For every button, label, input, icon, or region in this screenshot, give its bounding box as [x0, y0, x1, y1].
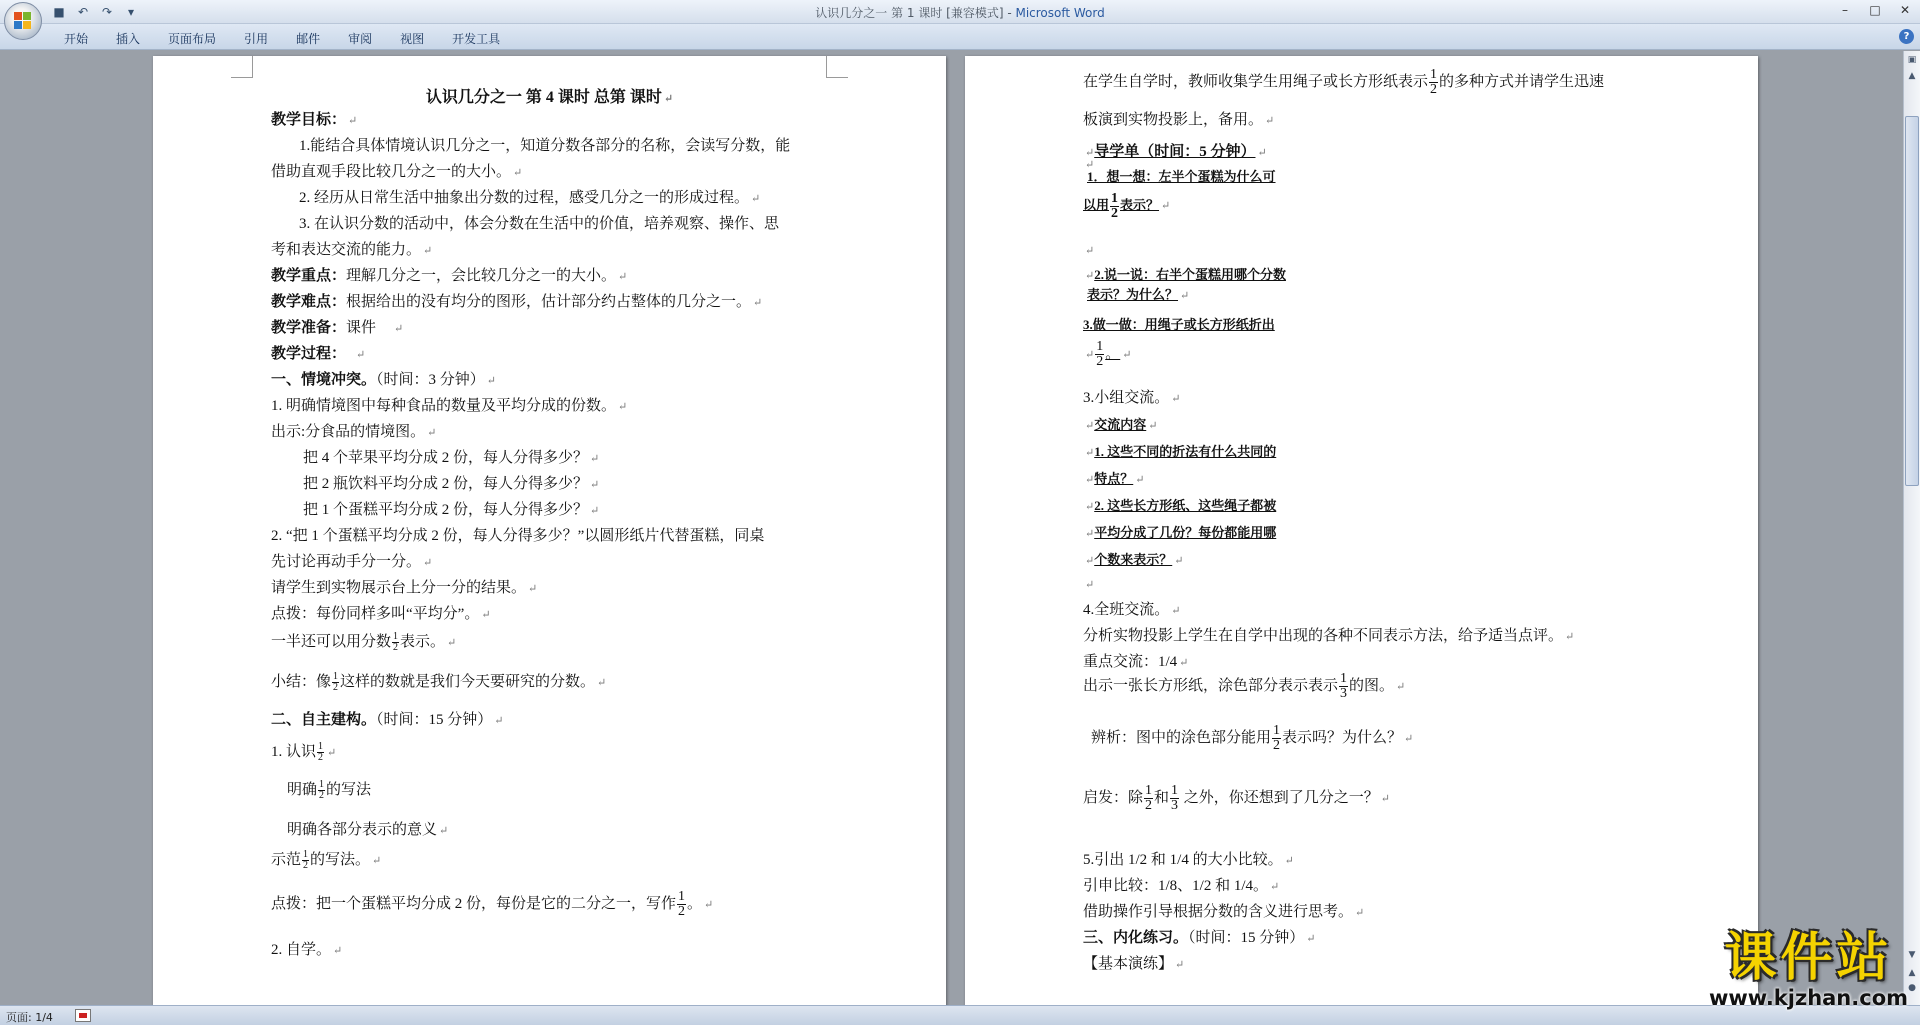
paragraph: 4.全班交流。 [1083, 602, 1170, 618]
fraction: $\frac{1}{2}$ [1430, 67, 1438, 97]
paragraph: 的多种方式并请学生迅速 [1439, 73, 1605, 90]
scroll-thumb[interactable] [1905, 116, 1919, 486]
office-button[interactable] [4, 2, 42, 40]
tab-view[interactable]: 视图 [400, 32, 425, 46]
paragraph: 2. 自学。 [271, 942, 332, 958]
exchange-item: 特点？ [1094, 471, 1134, 486]
exchange-item: 1. 这些不同的折法有什么共同的 [1094, 444, 1277, 459]
tab-insert[interactable]: 插入 [116, 32, 141, 46]
paragraph: 把 2 瓶饮料平均分成 2 份，每人分得多少？ [303, 476, 589, 492]
scroll-down-icon[interactable]: ▼ [1908, 950, 1916, 960]
watermark-logo [1709, 929, 1908, 1009]
title-bar [0, 0, 1920, 24]
fraction: $\frac{1}{2}$ [303, 849, 309, 872]
ribbon [0, 24, 1920, 50]
heading: 教学过程： [271, 346, 347, 362]
paragraph: 的写法 [326, 782, 372, 798]
paragraph: 2. “把 1 个蛋糕平均分成 2 份，每人分得多少？”以圆形纸片代替蛋糕，同桌 [271, 528, 765, 544]
paragraph: 示范 [271, 852, 302, 868]
fraction: $\frac{1}{2}$ [678, 889, 686, 919]
fraction: $\frac{1}{2}$ [1111, 191, 1119, 221]
paragraph: 引申比较：1/8、1/2 和 1/4。 [1083, 878, 1269, 894]
window-title-app: Microsoft Word [1015, 6, 1105, 20]
tab-page-layout[interactable]: 页面布局 [168, 32, 217, 46]
guide-question: 表示？为什么？ [1087, 287, 1179, 302]
guide-question: 3.做一做：用绳子或长方形纸折出 [1083, 317, 1275, 332]
page-1-text[interactable]: 认识几分之一 第 4 课时 总第 课时 ↵ 教学目标： ↵ 1.能结合具体情境认识几分之一，知道分数各部分的名称，会读写分数，能 借助直观手段比较几分之一的大小。 ↵ 2. 经历从日常生活中抽象出分数的过程，感受几分之一的形成过程。 ↵ 3. 在认识分数的活动中，体会分数在生活中的价值，培养观察、操作、思 考和表达交流的能力。 ↵ 教学重点：理解几分之一，会比较几分之一的大小。 ↵ 教学难点：根据给出的没有均分的图形，估计部分约占整体的几分之一。 ↵ 教学准备：课件 ↵ 教学过程： ↵ 一、情境冲突。（时间：3 分钟） ↵ 1. 明确情境图中每种食品的数量及平均分成的份数。 ↵ 出示:分食品的情境图。 ↵ 把 4 个苹果平均分成 2 份，每人分得多少？ ↵ 把 2 瓶饮料平均分成 2 份，每人分得多少？ ↵ 把 1 个蛋糕平均分成 2 份，每人分得多少？ ↵ 2. “把 1 个蛋糕平均分成 2 份，每人分得多少？”以圆形纸片代替蛋糕，同桌 先讨论再动手分一分。 ↵ 请学生到实物展示台上分一分的结果。 ↵ 点拨：每份同样多叫“平均分”。 ↵ 一半还可以用分数 $\frac{1}{2}$ 表示。 ↵ 小结：像 $\frac{1}{2}$ 这样的数就是我们今天要研究的分数。 ↵ 二、自主建构。（时间：15 分钟） ↵ 1. 认识 $\frac{1}{2}$ ↵ 明确 $\frac{1}{2}$ 的写法 明确各部分表示的意义 ↵ 示范 $\frac{1}{2}$ 的写法。 ↵ 点拨：把一个蛋糕平均分成 2 份，每份是它的二分之一，写作 $\frac{1}{2}$ 。 ↵ 2. 自学。 ↵ [153, 56, 946, 1005]
save-icon[interactable]: ■ [53, 5, 65, 19]
fraction: $\frac{1}{2}$ [393, 631, 399, 654]
paragraph: 3. 在认识分数的活动中，体会分数在生活中的价值，培养观察、操作、思 [299, 216, 780, 232]
paragraph: 明确各部分表示的意义 [287, 822, 438, 838]
fraction: $\frac{1}{2}$ [1145, 783, 1153, 813]
window-title-document: 认识几分之一 第 1 课时 [兼容模式] - [815, 6, 1016, 20]
maximize-icon[interactable]: □ [1869, 3, 1881, 17]
paragraph: 点拨：每份同样多叫“平均分”。 [271, 606, 480, 622]
help-icon[interactable]: ? [1899, 29, 1914, 44]
paragraph: 辨析：图中的涂色部分能用 [1091, 729, 1272, 746]
paragraph: 明确 [287, 782, 318, 798]
window-title [0, 4, 1920, 21]
heading: 教学难点： [271, 294, 347, 310]
paragraph: 2. 经历从日常生活中抽象出分数的过程，感受几分之一的形成过程。 [299, 190, 750, 206]
section-heading: 二、自主建构。 [271, 712, 377, 728]
section-heading: 三、内化练习。 [1083, 930, 1189, 946]
heading: 教学重点： [271, 268, 347, 284]
guide-question: 1．想一想：左半个蛋糕为什么可 [1087, 169, 1276, 184]
heading: 教学目标： [271, 112, 347, 128]
paragraph: 借助直观手段比较几分之一的大小。 [271, 164, 512, 180]
guide-question: 表示？ [1120, 197, 1160, 213]
fraction: $\frac{1}{3}$ [1171, 783, 1179, 813]
customize-toolbar-icon[interactable]: ▾ [127, 5, 135, 19]
spelling-check-icon[interactable] [75, 1009, 91, 1022]
paragraph: 出示一张长方形纸，涂色部分表示表示 [1083, 677, 1339, 694]
ribbon-tabs [50, 28, 514, 49]
paragraph: 的图。 [1349, 677, 1395, 694]
paragraph: 点拨：把一个蛋糕平均分成 2 份，每份是它的二分之一，写作 [271, 895, 677, 912]
paragraph: 出示:分食品的情境图。 [271, 424, 426, 440]
paragraph: 的写法。 [310, 852, 371, 868]
close-icon[interactable]: ✕ [1899, 3, 1911, 17]
heading: 教学准备： [271, 320, 347, 336]
paragraph: 请学生到实物展示台上分一分的结果。 [271, 580, 527, 596]
fraction: $\frac{1}{2}$ [1096, 339, 1104, 369]
section-time: （时间：15 分钟） [376, 712, 493, 728]
fraction: $\frac{1}{2}$ [318, 741, 324, 764]
paragraph: 。 [687, 895, 703, 912]
watermark-title: 课件站 [1724, 928, 1893, 988]
tab-references[interactable]: 引用 [244, 32, 269, 46]
document-page-1 [153, 56, 946, 1005]
paragraph: 根据给出的没有均分的图形，估计部分约占整体的几分之一。 [346, 294, 752, 310]
browse-object-icon[interactable]: ● [1908, 983, 1916, 993]
exchange-item: 平均分成了几份？每份都能用哪 [1094, 525, 1277, 540]
paragraph: 5.引出 1/2 和 1/4 的大小比较。 [1083, 852, 1283, 868]
paragraph: 重点交流：1/4 [1083, 654, 1178, 670]
exchange-item: 个数来表示？ [1094, 552, 1173, 567]
paragraph: 表示吗？为什么？ [1282, 729, 1403, 746]
paragraph: 一半还可以用分数 [271, 634, 392, 650]
fraction: $\frac{1}{2}$ [1273, 723, 1281, 753]
paragraph: 1.能结合具体情境认识几分之一，知道分数各部分的名称，会读写分数，能 [299, 138, 791, 154]
document-workspace [0, 51, 1903, 1005]
page-2-text[interactable]: 在学生自学时，教师收集学生用绳子或长方形纸表示 $\frac{1}{2}$ 的多种方式并请学生迅速 板演到实物投影上，备用。 ↵ ↵导学单（时间：5 分钟） ↵ ↵ 1．想一想：左半个蛋糕为什么可 以用 $\frac{1}{2}$ 表示？ ↵ ↵ ↵2.说一说：右半个蛋糕用哪个分数 表示？为什么？ ↵ 3.做一做：用绳子或长方形纸折出 ↵ $\frac{1}{2}$ 。 ↵ 3.小组交流。 ↵ ↵交流内容 ↵ ↵1. 这些不同的折法有什么共同的 ↵特点？ ↵ ↵2. 这些长方形纸、这些绳子都被 ↵平均分成了几份？每份都能用哪 ↵个数来表示？ ↵ ↵ 4.全班交流。 ↵ 分析实物投影上学生在自学中出现的各种不同表示方法，给予适当点评。 ↵ 重点交流：1/4 ↵ 出示一张长方形纸，涂色部分表示表示 $\frac{1}{3}$ 的图。 ↵ 辨析：图中的涂色部分能用 $\frac{1}{2}$ 表示吗？为什么？ ↵ 启发：除 $\frac{1}{2}$ 和 $\frac{1}{3}$ 之外，你还想到了几分之一？ ↵ 5.引出 1/2 和 1/4 的大小比较。 ↵ 引申比较：1/8、1/2 和 1/4。 ↵ 借助操作引导根据分数的含义进行思考。 ↵ 三、内化练习。（时间：15 分钟） ↵ 【基本演练】 ↵ [1083, 67, 1605, 972]
fraction: $\frac{1}{3}$ [1340, 671, 1348, 701]
paragraph: 1. 认识 [271, 744, 317, 760]
window-controls [1830, 0, 1920, 20]
undo-icon[interactable]: ↶ [77, 5, 89, 19]
paragraph: 之外，你还想到了几分之一？ [1180, 789, 1379, 806]
paragraph: 借助操作引导根据分数的含义进行思考。 [1083, 904, 1354, 920]
office-logo-icon [14, 12, 32, 30]
guide-question: 2.说一说：右半个蛋糕用哪个分数 [1094, 267, 1286, 282]
redo-icon[interactable]: ↷ [101, 5, 113, 19]
guide-heading: 导学单（时间：5 分钟） [1094, 144, 1256, 160]
paragraph: 把 1 个蛋糕平均分成 2 份，每人分得多少？ [303, 502, 589, 518]
exchange-heading: 交流内容 [1094, 417, 1147, 432]
paragraph: 在学生自学时，教师收集学生用绳子或长方形纸表示 [1083, 73, 1429, 90]
tab-developer[interactable]: 开发工具 [452, 32, 501, 46]
paragraph: 3.小组交流。 [1083, 390, 1170, 406]
paragraph: 。 [1105, 345, 1121, 362]
page-title: 认识几分之一 第 4 课时 总第 课时 ↵ [425, 89, 674, 106]
exchange-item: 2. 这些长方形纸、这些绳子都被 [1094, 498, 1277, 513]
watermark-url: www.kjzhan.com [1708, 986, 1908, 1010]
paragraph: 和 [1154, 789, 1170, 806]
paragraph: 表示。 [400, 634, 446, 650]
scroll-up-icon[interactable]: ▲ [1908, 71, 1916, 81]
paragraph: 这样的数就是我们今天要研究的分数。 [340, 674, 596, 690]
minimize-icon[interactable]: – [1842, 3, 1848, 17]
tab-mailings[interactable]: 邮件 [296, 32, 321, 46]
paragraph: 【基本演练】 [1083, 956, 1174, 972]
guide-question: 以用 [1083, 197, 1110, 213]
paragraph: 1. 明确情境图中每种食品的数量及平均分成的份数。 [271, 398, 617, 414]
page-number-indicator[interactable]: 页面: 1/4 [6, 1011, 53, 1024]
status-bar [0, 1005, 1920, 1025]
paragraph: 课件 [346, 320, 377, 336]
paragraph: 启发：除 [1083, 789, 1144, 806]
tab-review[interactable]: 审阅 [348, 32, 373, 46]
paragraph: 先讨论再动手分一分。 [271, 554, 422, 570]
fraction: $\frac{1}{2}$ [333, 671, 339, 694]
paragraph: 理解几分之一，会比较几分之一的大小。 [346, 268, 617, 284]
paragraph: 小结：像 [271, 674, 332, 690]
vertical-scrollbar[interactable] [1903, 51, 1920, 1005]
paragraph: 把 4 个苹果平均分成 2 份，每人分得多少？ [303, 450, 589, 466]
section-time: （时间：15 分钟） [1188, 930, 1305, 946]
fraction: $\frac{1}{2}$ [319, 779, 325, 802]
document-page-2 [965, 56, 1758, 1005]
ruler-toggle-icon[interactable]: ▣ [1907, 55, 1917, 65]
section-heading: 一、情境冲突。 [271, 372, 377, 388]
section-time: （时间：3 分钟） [376, 372, 485, 388]
paragraph: 分析实物投影上学生在自学中出现的各种不同表示方法，给予适当点评。 [1083, 628, 1564, 644]
paragraph: 板演到实物投影上，备用。 [1083, 112, 1264, 128]
paragraph: 考和表达交流的能力。 [271, 242, 422, 258]
previous-page-icon[interactable]: ▲ [1908, 968, 1916, 978]
tab-home[interactable]: 开始 [64, 32, 89, 46]
